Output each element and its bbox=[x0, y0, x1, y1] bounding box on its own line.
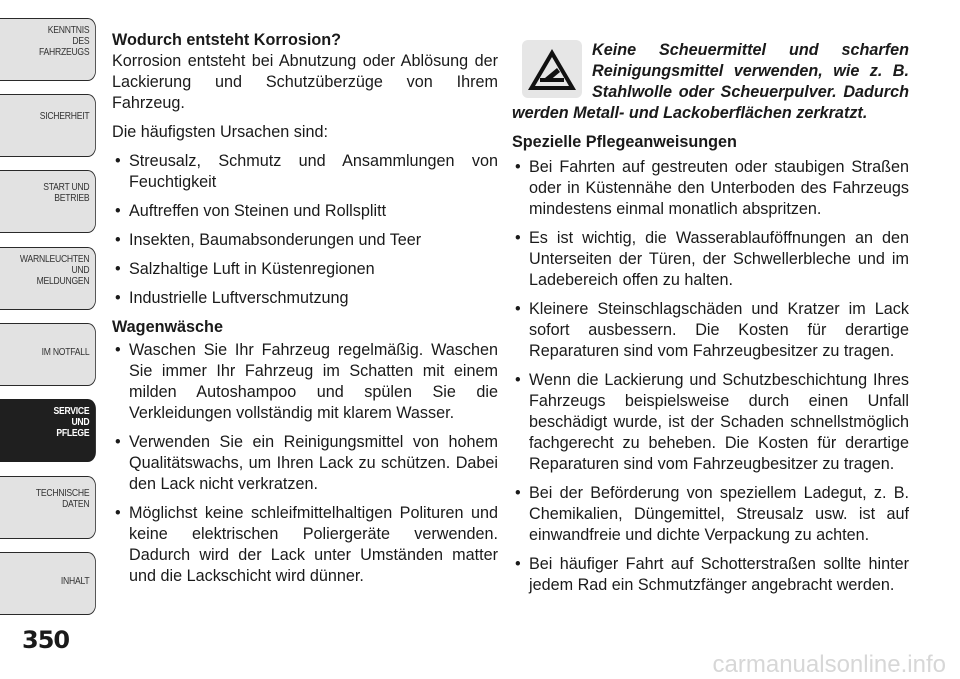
list-item: • Es ist wichtig, die Wasserablauföffnungen an den Unterseiten der Türen, der Schwellerbleche und im Ladebereich offen zu halten. bbox=[512, 228, 909, 291]
list-item: • Industrielle Luftverschmutzung bbox=[112, 288, 498, 309]
tab-label-line: MELDUNGEN bbox=[36, 275, 90, 287]
list-item: • Bei häufiger Fahrt auf Schotterstraßen sollte hinter jedem Rad ein Schmutzfänger angebracht werden. bbox=[512, 554, 909, 596]
warning-text: Keine Scheuermittel und scharfen Reinigungsmittel verwenden, wie z. B. Stahlwolle oder Scheuerpulver. Dadurch werden Metall- und Lackoberflächen zerkratzt. bbox=[512, 41, 909, 122]
left-column bbox=[112, 30, 498, 587]
right-column bbox=[512, 40, 909, 596]
tab-warnleuchten-und-meldungen[interactable] bbox=[0, 247, 96, 310]
tab-label-line: SICHERHEIT bbox=[39, 110, 90, 122]
tab-label-line: DES bbox=[72, 35, 90, 47]
tab-inhalt[interactable] bbox=[0, 552, 96, 615]
tab-label-line: IM NOTFALL bbox=[41, 346, 90, 358]
care-list bbox=[512, 157, 909, 596]
heading-korrosion: Wodurch entsteht Korrosion? bbox=[112, 31, 342, 49]
tab-label-line: BETRIEB bbox=[54, 192, 90, 204]
tab-label-line: START UND bbox=[43, 181, 90, 193]
list-item: • Waschen Sie Ihr Fahrzeug regelmäßig. Waschen Sie immer Ihr Fahrzeug im Schatten mit einem milden Autoshampoo und spülen Sie die Verkleidungen vollständig mit klarem Wasser. bbox=[112, 340, 498, 424]
tab-service-und-pflege[interactable] bbox=[0, 399, 96, 462]
list-item: • Streusalz, Schmutz und Ansammlungen von Feuchtigkeit bbox=[112, 151, 498, 193]
tab-label-line: PFLEGE bbox=[56, 427, 90, 439]
tab-label-line: DATEN bbox=[62, 498, 90, 510]
tab-label-line: SERVICE bbox=[53, 405, 90, 417]
list-item: • Möglichst keine schleifmittelhaltigen Polituren und keine elektrischen Poliergeräte verwenden. Dadurch wird der Lack unter Umständen matter und die Lackschicht wird dünner. bbox=[112, 503, 498, 587]
tab-label-line: UND bbox=[71, 416, 90, 428]
heading-pflegeanweisungen: Spezielle Pflegeanweisungen bbox=[512, 133, 737, 151]
tab-label-line: FAHRZEUGS bbox=[38, 46, 90, 58]
tab-label-line: WARNLEUCHTEN bbox=[19, 253, 90, 265]
ursachen-intro: Die häufigsten Ursachen sind: bbox=[112, 123, 328, 141]
tab-kenntnis-des-fahrzeugs[interactable] bbox=[0, 18, 96, 81]
list-item: • Bei Fahrten auf gestreuten oder staubigen Straßen oder in Küstennähe den Unterboden des Fahrzeugs mindestens einmal monatlich abspritzen. bbox=[512, 157, 909, 220]
list-item: • Wenn die Lackierung und Schutzbeschichtung Ihres Fahrzeugs beispielsweise durch einen Unfall beschädigt wurde, ist der Schaden schnellstmöglich fachgerecht zu beheben. Die Kosten für derartige Reparaturen sind vom Fahrzeugbesitzer zu tragen. bbox=[512, 370, 909, 475]
causes-list bbox=[112, 151, 498, 309]
heading-wagenwaesche: Wagenwäsche bbox=[112, 318, 223, 336]
wash-list bbox=[112, 340, 498, 587]
tab-label-line: TECHNISCHE bbox=[35, 487, 90, 499]
list-item: • Kleinere Steinschlagschäden und Kratzer im Lack sofort ausbessern. Die Kosten für derartige Reparaturen sind vom Fahrzeugbesitzer zu tragen. bbox=[512, 299, 909, 362]
tab-start-und-betrieb[interactable] bbox=[0, 170, 96, 233]
list-item: • Auftreffen von Steinen und Rollsplitt bbox=[112, 201, 498, 222]
tab-im-notfall[interactable] bbox=[0, 323, 96, 386]
warning-box bbox=[512, 40, 909, 124]
list-item: • Salzhaltige Luft in Küstenregionen bbox=[112, 259, 498, 280]
list-item: • Insekten, Baumabsonderungen und Teer bbox=[112, 230, 498, 251]
korrosion-paragraph: Korrosion entsteht bei Abnutzung oder Ablösung der Lackierung und Schutzüberzüge von Ihrem Fahrzeug. bbox=[112, 52, 498, 112]
warning-triangle-icon bbox=[522, 40, 582, 98]
watermark: carmanualsonline.info bbox=[712, 651, 946, 678]
tab-sicherheit[interactable] bbox=[0, 94, 96, 157]
tab-technische-daten[interactable] bbox=[0, 476, 96, 539]
tab-label-line: INHALT bbox=[60, 575, 90, 587]
tab-label-line: KENNTNIS bbox=[47, 24, 90, 36]
list-item: • Verwenden Sie ein Reinigungsmittel von hohem Qualitätswachs, um Ihren Lack zu schützen. Dabei den Lack nicht verkratzen. bbox=[112, 432, 498, 495]
list-item: • Bei der Beförderung von speziellem Ladegut, z. B. Chemikalien, Düngemittel, Streusalz usw. ist auf einwandfreie und dichte Verpackung zu achten. bbox=[512, 483, 909, 546]
chapter-tabs bbox=[0, 0, 100, 630]
tab-label-line: UND bbox=[71, 264, 90, 276]
page-number: 350 bbox=[22, 626, 70, 654]
